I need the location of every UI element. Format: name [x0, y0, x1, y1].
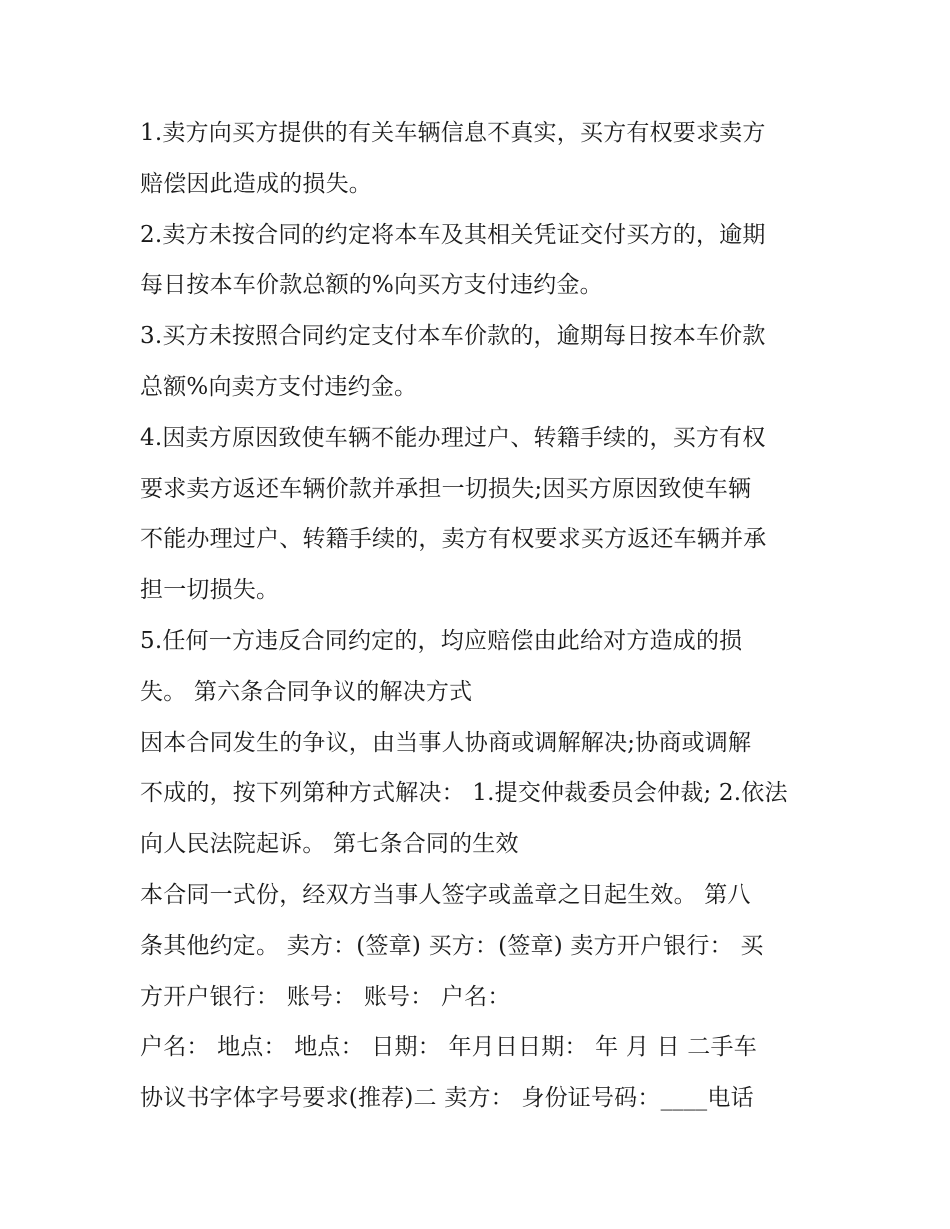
text-line: 赔偿因此造成的损失。: [140, 170, 372, 197]
text-line: 失。 第六条合同争议的解决方式: [140, 678, 473, 705]
text-line: 不成的，按下列第种方式解决： 1.提交仲裁委员会仲裁; 2.依法: [140, 780, 788, 807]
text-line: 本合同一式份，经双方当事人签字或盖章之日起生效。 第八: [140, 881, 751, 908]
text-line: 2.卖方未按合同的约定将本车及其相关凭证交付买方的，逾期: [140, 221, 766, 248]
contract-text: [140, 108, 830, 1124]
text-line: 向人民法院起诉。 第七条合同的生效: [140, 831, 519, 858]
text-line: 户名： 地点： 地点： 日期： 年月日日期： 年 月 日 二手车: [140, 1034, 757, 1061]
text-line: 不能办理过户、转籍手续的，卖方有权要求买方返还车辆并承: [140, 526, 767, 553]
text-line: 要求卖方返还车辆价款并承担一切损失;因买方原因致使车辆: [140, 475, 752, 502]
text-line: 因本合同发生的争议，由当事人协商或调解解决;协商或调解: [140, 729, 752, 756]
text-line: 3.买方未按照合同约定支付本车价款的，逾期每日按本车价款: [140, 323, 766, 350]
text-line: 1.卖方向买方提供的有关车辆信息不真实，买方有权要求卖方: [140, 120, 766, 146]
text-line: 每日按本车价款总额的%向买方支付违约金。: [140, 272, 603, 299]
text-line: 5.任何一方违反合同约定的，均应赔偿由此给对方造成的损: [140, 627, 743, 654]
text-line: 协议书字体字号要求(推荐)二 卖方： 身份证号码：____电话: [140, 1085, 754, 1112]
text-line: 担一切损失。: [140, 577, 280, 604]
text-line: 总额%向卖方支付违约金。: [140, 373, 418, 400]
text-line: 方开户银行： 账号： 账号： 户名：: [140, 983, 511, 1010]
text-line: 条其他约定。 卖方：(签章) 买方：(签章) 卖方开户银行： 买: [140, 932, 764, 959]
text-line: 4.因卖方原因致使车辆不能办理过户、转籍手续的，买方有权: [140, 424, 766, 451]
